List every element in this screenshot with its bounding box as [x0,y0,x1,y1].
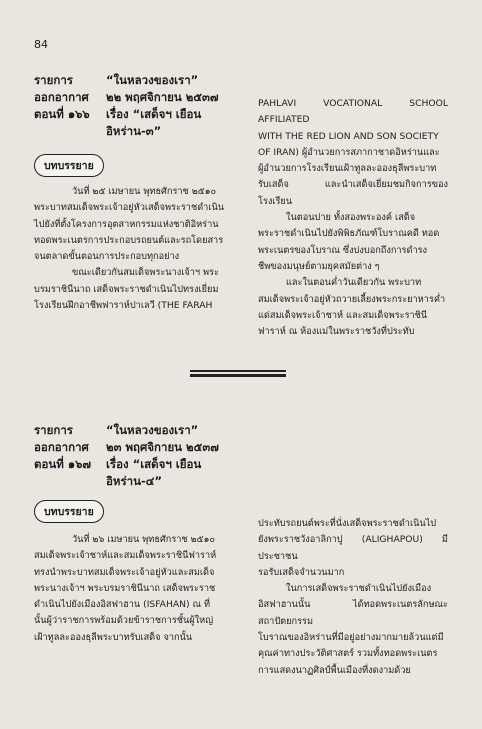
text-line: ผู้อำนวยการโรงเรียนเฝ้าทูลละอองธุลีพระบาท [258,163,437,175]
subject-line: อิหร่าน-๔” [106,474,163,488]
narration-badge: บทบรรยาย [34,500,104,523]
text-line: ไปยังที่ตั้งโครงการอุตสาหกรรมแห่งชาติอิหร่าน [34,218,219,230]
text-line: และในตอนค่ำวันเดียวกัน พระบาท [286,277,422,289]
text-line: WITH THE RED LION AND SON SOCIETY [258,130,439,142]
text-line: การแสดงนาฏศิลป์พื้นเมืองที่งดงามด้วย [258,664,411,676]
section-divider-top [190,370,286,372]
text-line: พระเนตรของโบราณ ซึ่งบ่งบอกถึงการดำรง [258,244,428,256]
text-line: ยังพระราชวังอาลิกาปู (ALIGHAPOU) มีประชาชน [258,534,448,562]
text-line: ขณะเดียวกันสมเด็จพระนางเจ้าฯ พระ [72,267,219,279]
text-line: ฟาราห์ ณ ห้องแม่ในพระราชวังที่ประทับ [258,326,415,338]
text-line: ในการเสด็จพระราชดำเนินไปยังเมือง [286,583,432,595]
section-divider-bottom [190,374,286,377]
text-line: คุณค่าทางประวัติศาสตร์ รวมทั้งทอดพระเนตร [258,648,438,660]
text-line: สมเด็จพระเจ้าชาห์และสมเด็จพระราชินีฟาราห์ [34,550,217,562]
text-line: จนตลาดขั้นตอนการประกอบทุกอย่าง [34,251,180,263]
page-number: 84 [34,38,48,51]
text-line: ในตอนบ่าย ทั้งสองพระองค์ เสด็จ [286,212,416,224]
text-line: PAHLAVI VOCATIONAL SCHOOL AFFILIATED [258,98,448,126]
text-line: พระราชดำเนินไปยังพิพิธภัณฑ์โบราณคดี ทอด [258,228,440,240]
text-line: พระบาทสมเด็จพระเจ้าอยู่หัวเสด็จพระราชดำเนิน [34,202,225,214]
aired-date: ๒๓ พฤศจิกายน ๒๕๓๗ [106,440,219,454]
text-line: ทอดพระเนตรการประกอบรถยนต์และรถโดยสาร [34,234,224,246]
subject-line: อิหร่าน-๓” [106,124,162,138]
episode-header-1 [34,72,219,140]
subject-line: เรื่อง “เสด็จฯ เยือน [106,457,202,471]
program-label: รายการ [34,73,73,87]
text-line: เฝ้าทูลละอองธุลีพระบาทรับเสด็จ จากนั้น [34,631,193,643]
text-line: ชีพของมนุษย์ตามยุคสมัยต่าง ๆ [258,260,380,272]
text-line: OF IRAN) ผู้อำนวยการสภากาชาดอิหร่านและ [258,146,440,158]
text-line: อิสฟาฮานนั้น ได้ทอดพระเนตรลักษณะสถาปัตยกรรม [258,599,448,627]
episode-label: ตอนที่ ๑๖๖ [34,107,90,121]
aired-label: ออกอากาศ [34,90,89,104]
aired-date: ๒๒ พฤศจิกายน ๒๕๓๗ [106,90,219,104]
text-line: ดำเนินไปยังเมืองอิสฟาฮาน (ISFAHAN) ณ ที่ [34,599,211,611]
text-line: นั้นผู้ว่าราชการพร้อมด้วยข้าราชการชั้นผู้ใหญ่ [34,615,214,627]
text-line: สมเด็จพระเจ้าอยู่หัวถวายเลี้ยงพระกระยาหารค่ำ [258,293,446,305]
text-line: โรงเรียนฝึกอาชีพฟาราห์ปาเลวี (THE FARAH [34,300,213,312]
program-label: รายการ [34,423,73,437]
column-left-2 [34,532,239,646]
text-line: โบราณของอิหร่านที่มีอยู่อย่างมากมายล้วนแต่มี [258,632,444,644]
text-line: พระนางเจ้าฯ พระบรมราชินีนาถ เสด็จพระราช [34,582,216,594]
column-left-1 [34,184,239,314]
text-line: วันที่ ๒๖ เมษายน พุทธศักราช ๒๕๑๐ [72,534,216,545]
episode-label: ตอนที่ ๑๖๗ [34,457,92,471]
text-line: แด่สมเด็จพระเจ้าชาห์ และสมเด็จพระราชินี [258,309,428,321]
text-line: บรมราชินีนาถ เสด็จพระราชดำเนินไปทรงเยี่ยม [34,283,219,295]
episode-header-2 [34,422,219,490]
aired-label: ออกอากาศ [34,440,89,454]
program-title: “ในหลวงของเรา” [106,73,199,87]
text-line: ประทับรถยนต์พระที่นั่งเสด็จพระราชดำเนินไป [258,518,437,529]
column-right-2 [258,516,448,679]
text-line: รับเสด็จ และนำเสด็จเยี่ยมชมกิจการของโรงเรียน [258,179,448,207]
column-right-1 [258,96,448,340]
text-line: ทรงนำพระบาทสมเด็จพระเจ้าอยู่หัวและสมเด็จ [34,566,215,578]
text-line: วันที่ ๒๕ เมษายน พุทธศักราช ๒๕๑๐ [72,186,217,197]
program-title: “ในหลวงของเรา” [106,423,199,437]
text-line: รอรับเสด็จจำนวนมาก [258,566,345,578]
subject-line: เรื่อง “เสด็จฯ เยือน [106,107,202,121]
narration-badge: บทบรรยาย [34,154,104,177]
